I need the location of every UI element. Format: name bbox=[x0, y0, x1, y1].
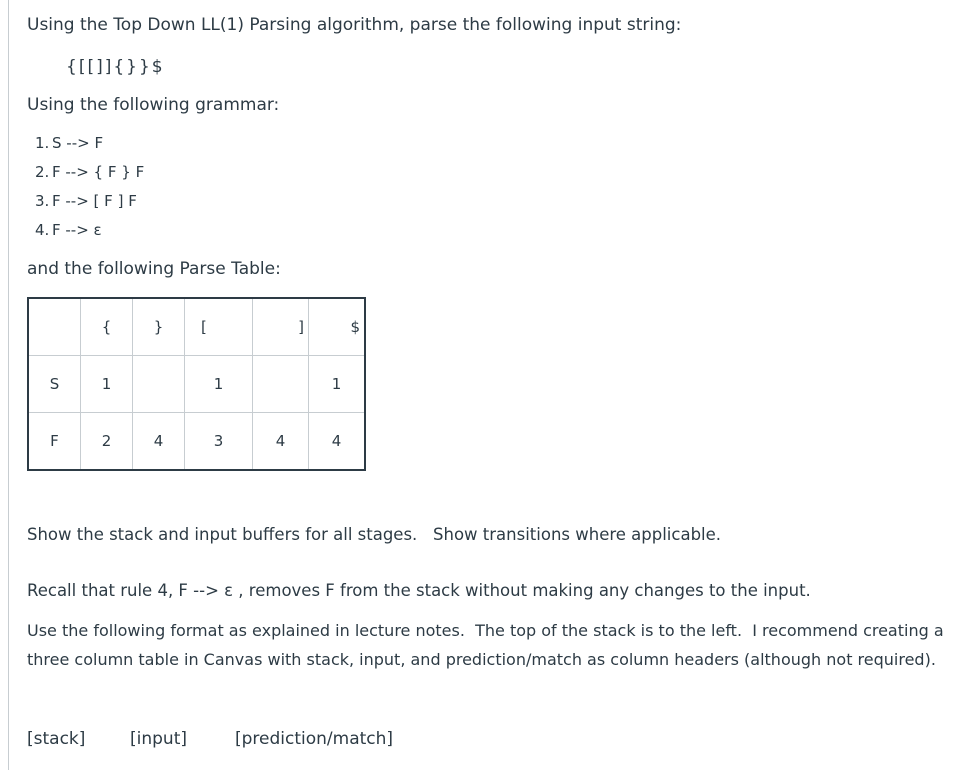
table-row bbox=[28, 413, 365, 471]
table-header-row bbox=[28, 298, 365, 356]
instruction-format-line1: Use the following format as explained in lecture notes. The top of the stack is to the left. I recommend creating a bbox=[27, 621, 944, 640]
table-heading: and the following Parse Table: bbox=[27, 259, 281, 279]
input-string: {[[]]{}}$ bbox=[66, 57, 165, 77]
table-cell: 4 bbox=[309, 413, 366, 471]
rule-text: F --> [ F ] F bbox=[52, 192, 137, 210]
table-cell: 2 bbox=[81, 413, 133, 471]
table-cell: 1 bbox=[309, 356, 366, 413]
rule-number: 1. bbox=[35, 134, 50, 152]
grammar-rule bbox=[35, 129, 144, 158]
header-cell: } bbox=[133, 298, 185, 356]
table-cell bbox=[133, 356, 185, 413]
intro-text: Using the Top Down LL(1) Parsing algorithm, parse the following input string: bbox=[27, 15, 682, 35]
table-cell: S bbox=[28, 356, 81, 413]
grammar-list bbox=[35, 129, 144, 245]
rule-number: 4. bbox=[35, 221, 50, 239]
left-border bbox=[8, 0, 9, 770]
rule-number: 2. bbox=[35, 163, 50, 181]
table-cell: 1 bbox=[81, 356, 133, 413]
format-label-input: [input] bbox=[130, 729, 187, 749]
table-cell: 3 bbox=[185, 413, 253, 471]
header-cell: ] bbox=[253, 298, 309, 356]
parse-table bbox=[27, 297, 366, 471]
instruction-rule4: Recall that rule 4, F --> ε , removes F from the stack without making any changes to the input. bbox=[27, 581, 811, 600]
header-cell bbox=[28, 298, 81, 356]
instruction-stages: Show the stack and input buffers for all stages. Show transitions where applicable. bbox=[27, 525, 722, 544]
table-row bbox=[28, 356, 365, 413]
rule-text: F --> ε bbox=[52, 221, 102, 239]
table-cell: 4 bbox=[133, 413, 185, 471]
rule-text: S --> F bbox=[52, 134, 104, 152]
header-cell: [ bbox=[185, 298, 253, 356]
rule-number: 3. bbox=[35, 192, 50, 210]
header-cell: $ bbox=[309, 298, 366, 356]
table-cell: 4 bbox=[253, 413, 309, 471]
table-cell: F bbox=[28, 413, 81, 471]
rule-text: F --> { F } F bbox=[52, 163, 145, 181]
grammar-rule bbox=[35, 187, 144, 216]
table-cell: 1 bbox=[185, 356, 253, 413]
table-cell bbox=[253, 356, 309, 413]
format-label-prediction: [prediction/match] bbox=[235, 729, 394, 749]
format-label-stack: [stack] bbox=[27, 729, 86, 749]
grammar-rule bbox=[35, 216, 144, 245]
grammar-rule bbox=[35, 158, 144, 187]
grammar-heading: Using the following grammar: bbox=[27, 95, 280, 115]
instruction-format-line2: three column table in Canvas with stack, input, and prediction/match as column headers (although not required). bbox=[27, 650, 936, 669]
header-cell: { bbox=[81, 298, 133, 356]
